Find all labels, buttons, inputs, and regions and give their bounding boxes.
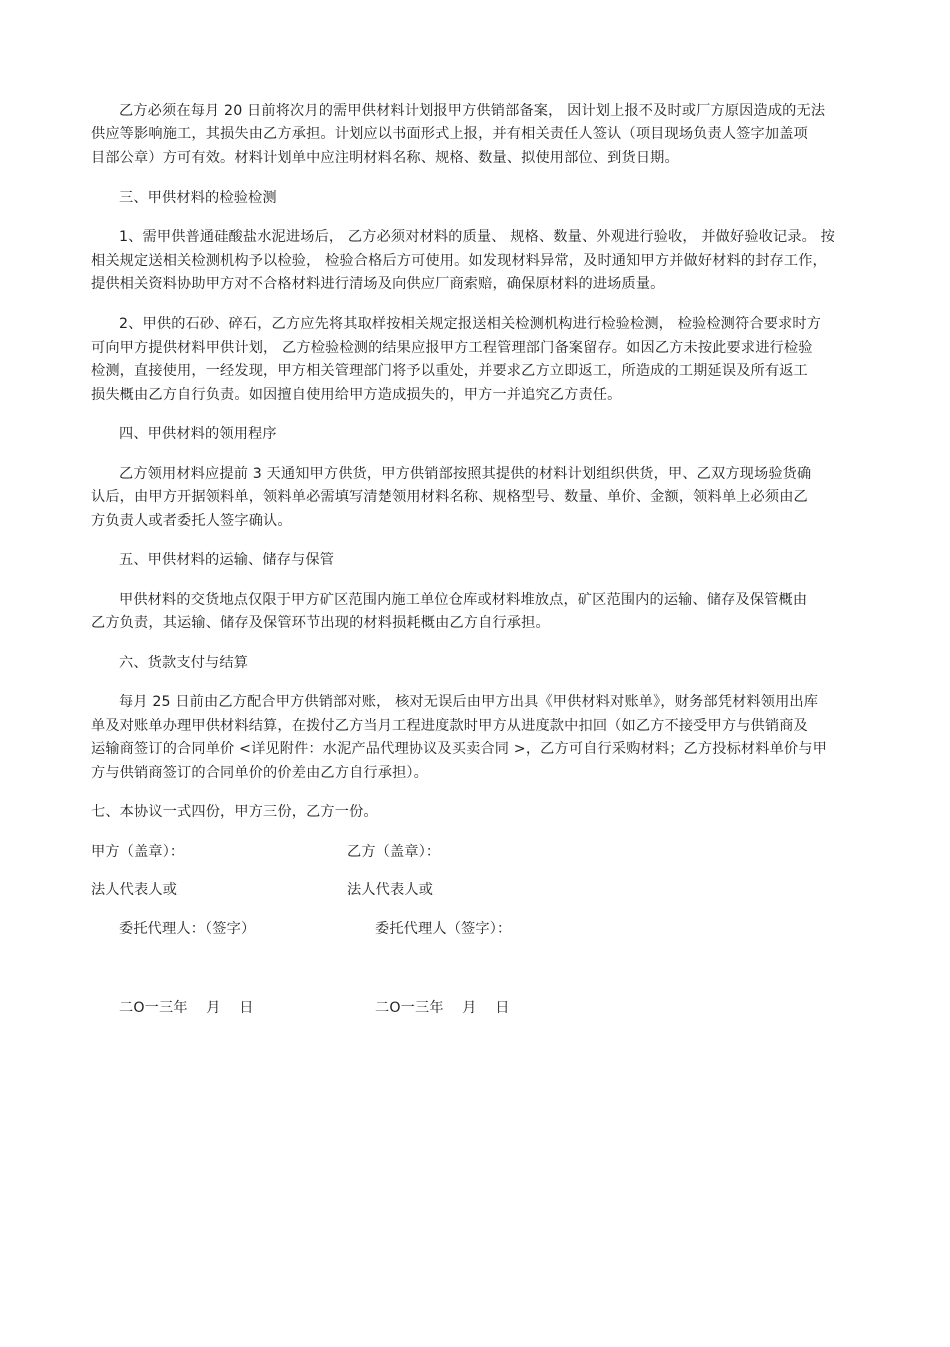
paragraph-payment-line-1: 每月 25 日前由乙方配合甲方供销部对账， 核对无误后由甲方出具《甲供材料对账单》，财务部凭材料领用出库 xyxy=(119,694,819,710)
paragraph-gravel-inspection-line-4: 损失概由乙方自行负责。如因擅自使用给甲方造成损失的，甲方一并追究乙方责任。 xyxy=(91,387,622,403)
paragraph-requisition-line-2: 认后，由甲方开据领料单，领料单必需填写清楚领用材料名称、规格型号、数量、单价、金额，领料单上必须由乙 xyxy=(91,489,808,505)
paragraph-transport-line-1: 甲供材料的交货地点仅限于甲方矿区范围内施工单位仓库或材料堆放点，矿区范围内的运输、储存及保管概由 xyxy=(119,592,808,608)
party-b-seal-label: 乙方（盖章）： xyxy=(347,844,441,860)
paragraph-material-plan-line-2: 供应等影响施工，其损失由乙方承担。计划应以书面形式上报，并有相关责任人签认（项目现场负责人签字加盖项 xyxy=(91,126,808,142)
party-a-date: 二O一三年 月 日 xyxy=(119,1000,254,1016)
party-b-date: 二O一三年 月 日 xyxy=(375,1000,510,1016)
section-heading-inspection: 三、甲供材料的检验检测 xyxy=(119,190,277,206)
party-b-agent-label: 委托代理人（签字）： xyxy=(375,921,512,937)
paragraph-payment-line-4: 方与供销商签订的合同单价的价差由乙方自行承担）。 xyxy=(91,765,429,781)
paragraph-cement-inspection-line-1: 1、需甲供普通硅酸盐水泥进场后， 乙方必须对材料的质量、 规格、数量、外观进行验收， 并做好验收记录。 按 xyxy=(119,229,836,245)
section-heading-transport: 五、甲供材料的运输、储存与保管 xyxy=(119,552,335,568)
party-b-representative-label: 法人代表人或 xyxy=(347,882,434,898)
party-a-seal-label: 甲方（盖章）： xyxy=(91,844,185,860)
paragraph-gravel-inspection-line-3: 检测，直接使用，一经发现，甲方相关管理部门将予以重处，并要求乙方立即返工，所造成的工期延误及所有返工 xyxy=(91,363,808,379)
section-heading-payment: 六、货款支付与结算 xyxy=(119,655,249,671)
party-a-representative-label: 法人代表人或 xyxy=(91,882,178,898)
paragraph-cement-inspection-line-3: 提供相关资料协助甲方对不合格材料进行清场及向供应厂商索赔，确保原材料的进场质量。 xyxy=(91,276,665,292)
paragraph-material-plan-line-3: 目部公章）方可有效。材料计划单中应注明材料名称、规格、数量、拟使用部位、到货日期。 xyxy=(91,150,679,166)
party-a-agent-label: 委托代理人：（签字） xyxy=(119,921,256,937)
paragraph-transport-line-2: 乙方负责，其运输、储存及保管环节出现的材料损耗概由乙方自行承担。 xyxy=(91,615,550,631)
section-heading-requisition: 四、甲供材料的领用程序 xyxy=(119,426,277,442)
paragraph-material-plan-line-1: 乙方必须在每月 20 日前将次月的需甲供材料计划报甲方供销部备案， 因计划上报不及时或厂方原因造成的无法 xyxy=(119,103,826,119)
paragraph-cement-inspection-line-2: 相关规定送相关检测机构予以检验， 检验合格后方可使用。如发现材料异常，及时通知甲方并做好材料的封存工作， xyxy=(91,253,827,269)
section-heading-copies: 七、本协议一式四份，甲方三份，乙方一份。 xyxy=(91,804,378,820)
paragraph-payment-line-2: 单及对账单办理甲供材料结算，在拨付乙方当月工程进度款时甲方从进度款中扣回（如乙方不接受甲方与供销商及 xyxy=(91,718,808,734)
paragraph-requisition-line-3: 方负责人或者委托人签字确认。 xyxy=(91,513,292,529)
paragraph-requisition-line-1: 乙方领用材料应提前 3 天通知甲方供货，甲方供销部按照其提供的材料计划组织供货，甲、乙双方现场验货确 xyxy=(119,466,812,482)
paragraph-gravel-inspection-line-2: 可向甲方提供材料甲供计划， 乙方检验检测的结果应报甲方工程管理部门备案留存。如因乙方未按此要求进行检验 xyxy=(91,340,813,356)
paragraph-gravel-inspection-line-1: 2、甲供的石砂、碎石，乙方应先将其取样按相关规定报送相关检测机构进行检验检测， 检验检测符合要求时方 xyxy=(119,316,822,332)
paragraph-payment-line-3: 运输商签订的合同单价 <详见附件：水泥产品代理协议及买卖合同 >，乙方可自行采购材料；乙方投标材料单价与甲 xyxy=(91,741,827,757)
